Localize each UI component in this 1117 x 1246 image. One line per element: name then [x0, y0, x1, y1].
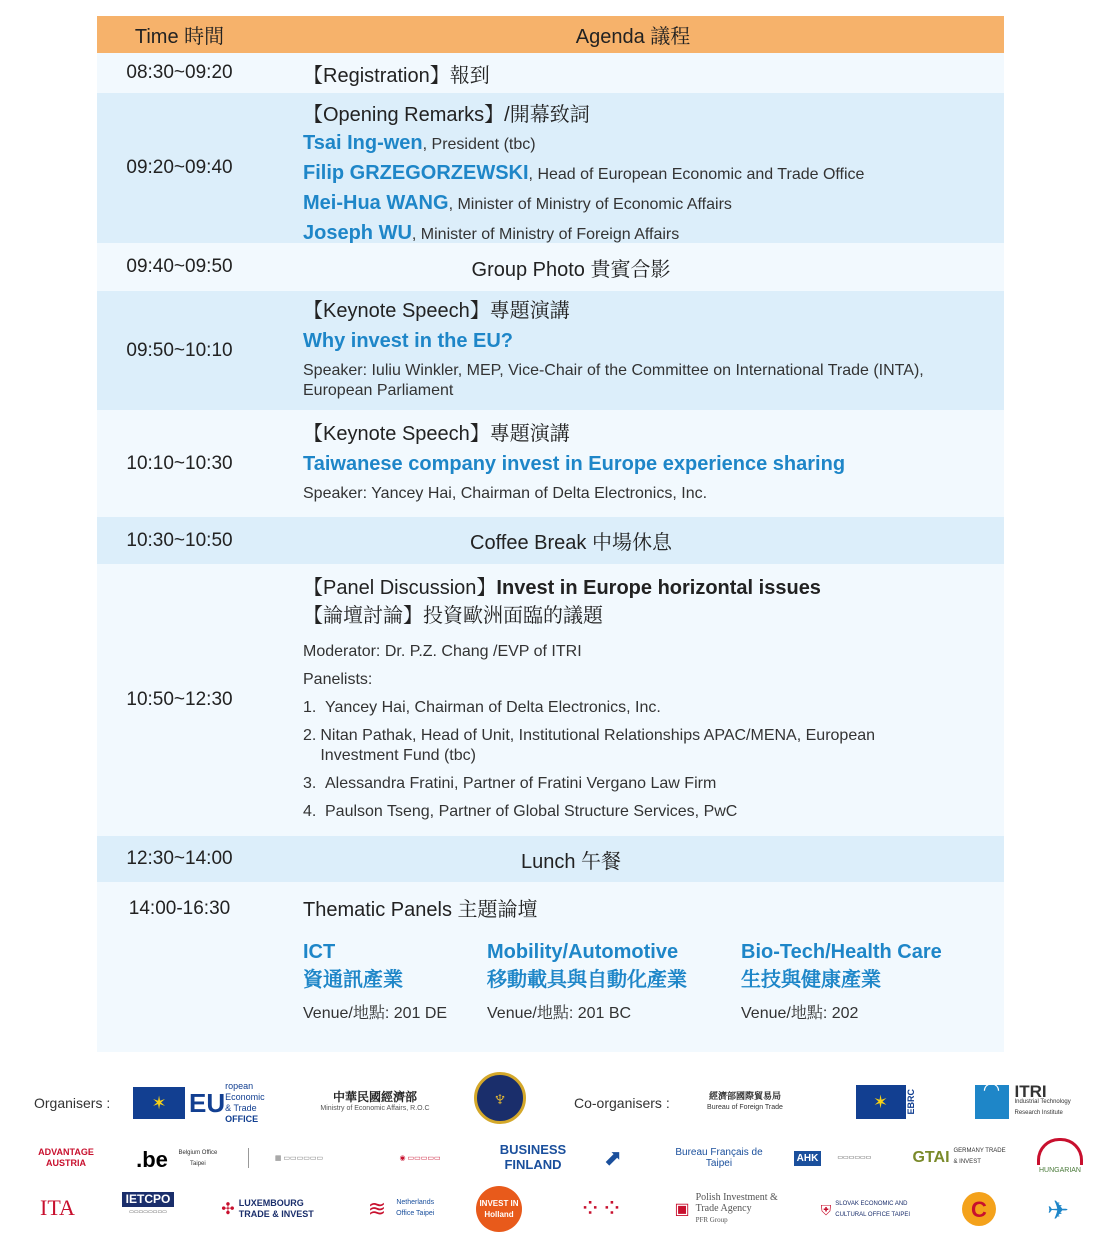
arch-icon [1037, 1138, 1083, 1165]
time-cell: 10:10~10:30 [126, 452, 233, 474]
time-cell: 08:30~09:20 [126, 62, 233, 83]
time-cell: 09:50~10:10 [126, 339, 233, 361]
eu-flag-icon: ✶ [133, 1087, 185, 1119]
lunch-text: Lunch 午餐 [520, 850, 622, 873]
coffee-break-text: Coffee Break 中場休息 [470, 532, 672, 554]
paih-logo: ▣ Polish Investment & Trade Agency PFR Group [674, 1192, 778, 1224]
keynote-title: 【Keynote Speech】專題演講 [303, 423, 570, 445]
header-time: Time 時間 [134, 26, 225, 48]
dots-logo: ⁘⁘ [579, 1192, 623, 1223]
time-cell: 10:30~10:50 [126, 529, 233, 551]
time-cell: 10:50~12:30 [126, 689, 233, 710]
bureau-francais-logo: Bureau Français de Taipei [675, 1147, 763, 1169]
emblem-logo: ♆ [474, 1072, 526, 1124]
row-keynote-1 [97, 291, 1004, 410]
row-group-photo [97, 243, 1004, 291]
keynote-topic: Taiwanese company invest in Europe experience sharing [303, 453, 846, 475]
hungarian-logo: HUNGARIAN [1030, 1134, 1090, 1180]
keynote-title: 【Keynote Speech】專題演講 [303, 300, 570, 322]
eu-flag-icon: ✶ [856, 1085, 906, 1119]
business-france-logo: ⬈ [603, 1144, 623, 1170]
row-panel-discussion [97, 564, 1004, 836]
time-cell: 09:40~09:50 [126, 256, 233, 277]
speaker-role: , Head of European Economic and Trade Office [528, 166, 865, 183]
row-registration [97, 53, 1004, 93]
time-cell: 14:00-16:30 [128, 898, 231, 919]
invest-holland-logo: INVEST IN Holland [476, 1186, 522, 1232]
portugal-logo: ◉ ▭▭▭▭▭ [399, 1154, 441, 1162]
row-lunch [97, 836, 1004, 882]
time-cell: 09:20~09:40 [126, 157, 233, 178]
ebrc-logo: ✶ EBRC [838, 1084, 934, 1120]
speaker-role: , Minister of Ministry of Economic Affairs [448, 196, 732, 213]
list-item: 3. Alessandra Fratini, Partner of Fratini Vergano Law Firm [303, 775, 717, 792]
austria-logo: ADVANTAGE AUSTRIA [38, 1147, 94, 1168]
thematic-title: Thematic Panels 主題論壇 [303, 899, 538, 921]
plane-logo: ✈ [1047, 1194, 1069, 1225]
agenda-table [97, 16, 1004, 1052]
itri-logo: ◠ ITRI Industrial Technology Research Institute [972, 1084, 1087, 1120]
list-item: 2. Nitan Pathak, Head of Unit, Institutional Relationships APAC/MENA, European Investment Fund (tbc) [303, 727, 876, 764]
row-thematic-panels [97, 882, 1004, 1052]
speaker-name: Filip GRZEGORZEWSKI [303, 162, 529, 184]
row-coffee-break [97, 517, 1004, 564]
header-agenda: Agenda 議程 [575, 26, 691, 48]
gtai-logo: GTAI GERMANY TRADE & INVEST [912, 1148, 1006, 1166]
bft-logo: 經濟部國際貿易局 Bureau of Foreign Trade [707, 1091, 783, 1111]
speaker-name: Tsai Ing-wen [303, 132, 423, 154]
panel-title-prefix: 【Panel Discussion】 [303, 577, 497, 599]
office-logo: ▦ ▭▭▭▭▭▭ [248, 1148, 349, 1168]
list-item: 4. Paulson Tseng, Partner of Global Structure Services, PwC [303, 803, 738, 820]
slovak-logo: ⛨ SLOVAK ECONOMIC AND CULTURAL OFFICE TAIPEI [820, 1201, 911, 1218]
panel-title-zh: 【論壇討論】投資歐洲面臨的議題 [303, 605, 603, 627]
keynote-topic: Why invest in the EU? [303, 330, 514, 352]
ietcpo-logo: IETCPO ▭▭▭▭▭▭▭▭ [112, 1188, 184, 1222]
group-photo-text: Group Photo 貴賓合影 [471, 258, 671, 281]
list-item: 1. Yancey Hai, Chairman of Delta Electronics, Inc. [303, 699, 661, 716]
keynote-speaker: Speaker: Yancey Hai, Chairman of Delta Electronics, Inc. [303, 485, 708, 502]
moea-logo: 中華民國經濟部 Ministry of Economic Affairs, R.O.C [320, 1090, 430, 1112]
panelists-list [303, 698, 884, 822]
cyprus-logo: C [962, 1192, 996, 1226]
agenda-header [97, 16, 1004, 53]
ahk-logo: AHK ▭▭▭▭▭▭ [786, 1148, 892, 1168]
speaker-name: Joseph WU [303, 222, 412, 244]
belgium-logo: .be Belgium Office Taipei [136, 1146, 218, 1172]
organisers-label: Organisers : [34, 1095, 111, 1111]
keynote-speaker: Speaker: Iuliu Winkler, MEP, Vice-Chair of the Committee on International Trade (INTA), European Parliament [303, 362, 924, 399]
track-ict: ICT 資通訊產業 Venue/地點: 201 DE [303, 941, 448, 1022]
speaker-name: Mei-Hua WANG [303, 192, 449, 214]
opening-title: 【Opening Remarks】/開幕致詞 [303, 104, 590, 126]
panel-title: Invest in Europe horizontal issues [496, 577, 821, 599]
time-cell: 12:30~14:00 [126, 848, 233, 869]
panel-moderator: Moderator: Dr. P.Z. Chang /EVP of ITRI [303, 643, 582, 660]
netherlands-logo: ≋ Netherlands Office Taipei [367, 1195, 435, 1221]
sponsor-logos [0, 1068, 1117, 1243]
row-keynote-2 [97, 410, 1004, 517]
business-finland-logo: BUSINESS FINLAND [499, 1142, 567, 1172]
track-biotech: Bio-Tech/Health Care 生技與健康產業 Venue/地點: 202 [741, 941, 942, 1022]
track-mobility: Mobility/Automotive 移動載具與自動化產業 Venue/地點: 201 BC [487, 941, 687, 1022]
ita-logo: ITA [40, 1194, 75, 1220]
row-opening [97, 93, 1004, 243]
speaker-role: , President (tbc) [422, 136, 536, 153]
coorganisers-label: Co-organisers : [574, 1095, 670, 1111]
speaker-role: , Minister of Ministry of Foreign Affairs [411, 226, 680, 243]
panelists-label: Panelists: [303, 671, 373, 688]
luxembourg-logo: ✣ LUXEMBOURG TRADE & INVEST [221, 1198, 314, 1219]
itri-icon: ◠ [975, 1085, 1009, 1119]
eeto-logo: ✶ EU ropean Economic & Trade OFFICE [133, 1084, 273, 1122]
registration-text: 【Registration】報到 [303, 64, 490, 87]
